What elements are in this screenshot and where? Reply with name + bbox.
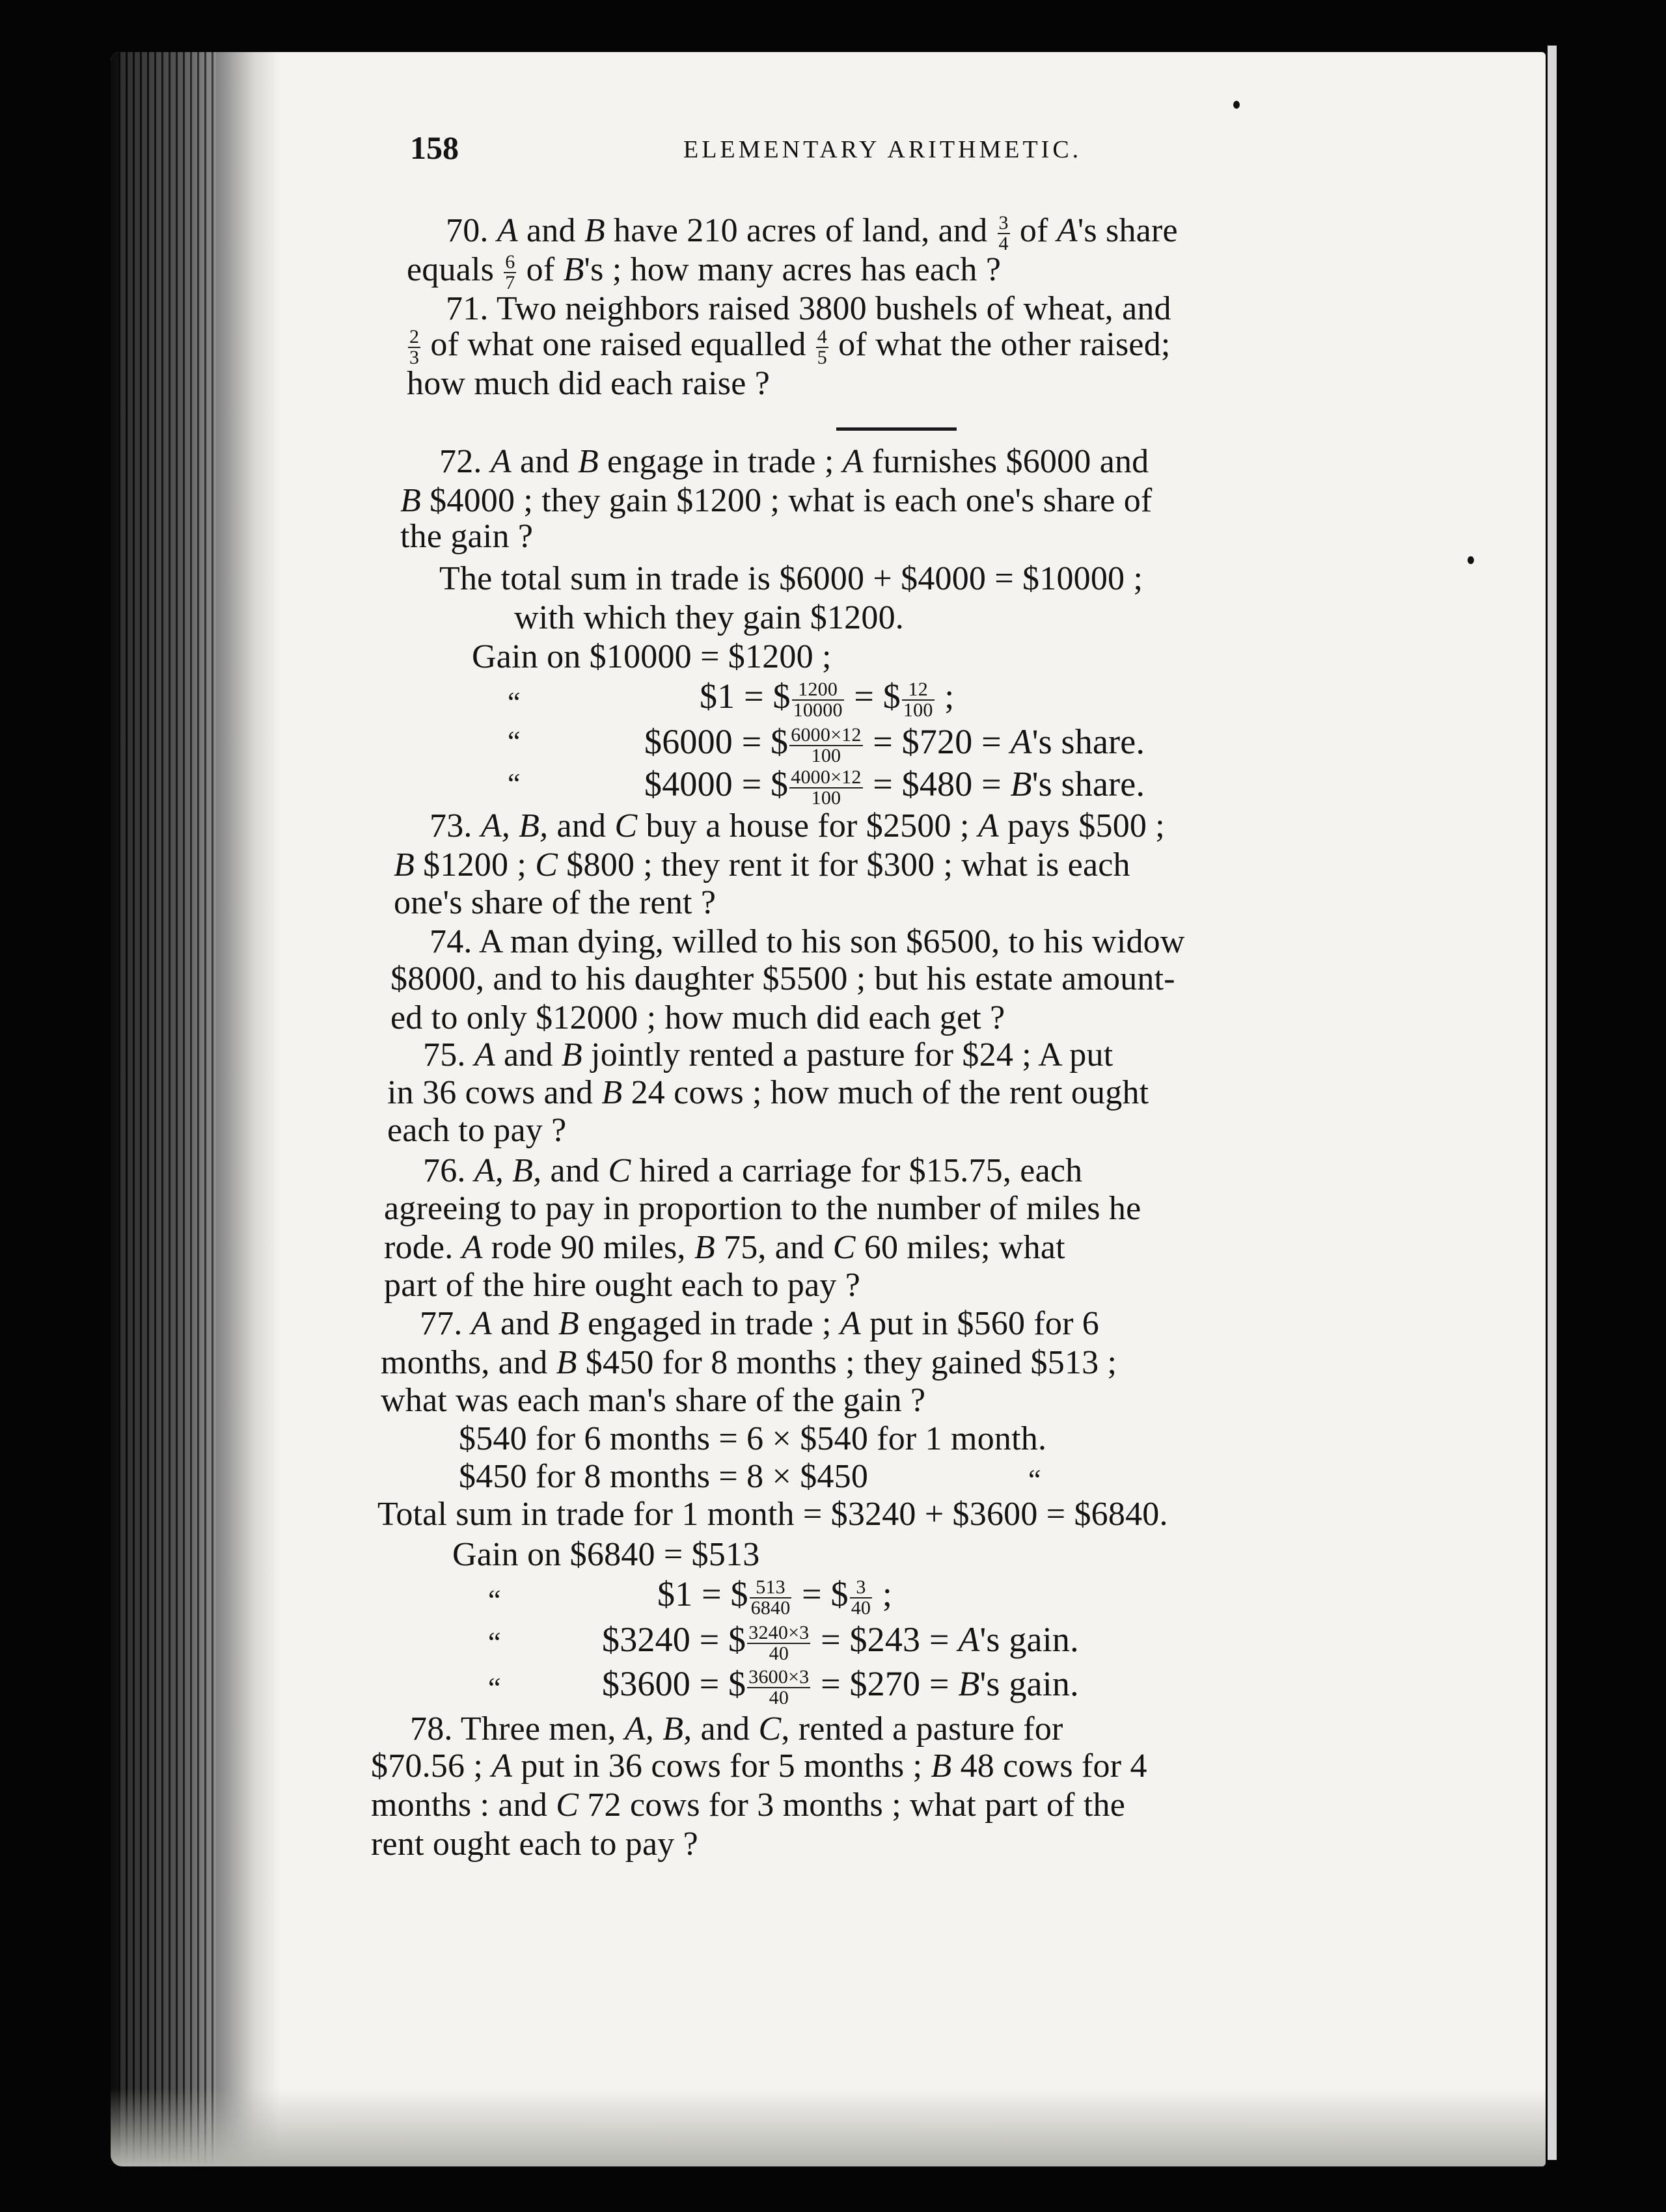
fraction: $\frac{2}{3}$ — [409, 326, 420, 369]
section-rule — [836, 427, 957, 431]
book-page — [111, 52, 1546, 2166]
problem-73-line-1: 73. A, B, and C buy a house for $2500 ; A pays $500 ; — [430, 807, 1165, 844]
problem-75-line-3: each to pay ? — [387, 1112, 567, 1149]
ditto-mark: “ — [508, 768, 521, 800]
problem-71-line-2: $\frac{2}{3}$ of what one raised equalled $\frac{4}{5}$ of what the other raised; — [409, 326, 1171, 369]
problem-78-line-3: months : and C 72 cows for 3 months ; what part of the — [371, 1787, 1126, 1824]
fraction: $\frac{3}{4}$ — [998, 212, 1009, 255]
problem-71-line-3: how much did each raise ? — [407, 365, 771, 402]
ditto-mark: “ — [508, 725, 521, 757]
ditto-mark: “ — [508, 686, 521, 718]
solution-77-line-4: Gain on $6840 = $513 — [452, 1536, 760, 1573]
problem-73-line-3: one's share of the rent ? — [394, 884, 717, 921]
page-edge-right — [1548, 46, 1557, 2160]
solution-72-line-4: $1 = $ $\frac{1200}{10000}$ = $ $\frac{12}{100}$ ; — [700, 677, 955, 721]
problem-78-line-1: 78. Three men, A, B, and C, rented a pasture for — [410, 1710, 1063, 1747]
page-number: 158 — [410, 129, 459, 166]
problem-72-line-2: B $4000 ; they gain $1200 ; what is each one's share of — [400, 482, 1153, 519]
solution-72-line-2: with which they gain $1200. — [514, 599, 904, 636]
solution-77-line-2: $450 for 8 months = 8 × $450 — [459, 1458, 869, 1495]
problem-77-line-2: months, and B $450 for 8 months ; they gained $513 ; — [381, 1344, 1117, 1381]
ditto-mark: “ — [1028, 1464, 1041, 1496]
problem-72-line-1: 72. A and B engage in trade ; A furnishes $6000 and — [439, 443, 1149, 480]
problem-78-line-4: rent ought each to pay ? — [371, 1826, 698, 1863]
solution-72-line-5: $6000 = $ $\frac{6000\times 12}{100}$ = $720 = A's share. — [644, 722, 1145, 766]
problem-73-line-2: B $1200 ; C $800 ; they rent it for $300 ; what is each — [394, 846, 1130, 883]
solution-72-line-3: Gain on $10000 = $1200 ; — [472, 638, 832, 675]
fraction: $\frac{6000\times 12}{100}$ — [791, 723, 862, 766]
problem-71-line-1: 71. Two neighbors raised 3800 bushels of wheat, and — [446, 290, 1171, 327]
ditto-mark: “ — [488, 1672, 501, 1704]
problem-74-line-2: $8000, and to his daughter $5500 ; but his estate amount- — [390, 960, 1175, 997]
solution-77-line-6: $3240 = $ $\frac{3240\times 3}{40}$ = $243 = A's gain. — [602, 1620, 1079, 1664]
fraction: $\frac{12}{100}$ — [903, 678, 933, 721]
problem-78-line-2: $70.56 ; A put in 36 cows for 5 months ; B 48 cows for 4 — [371, 1747, 1147, 1785]
fraction: $\frac{3240\times 3}{40}$ — [748, 1621, 810, 1664]
solution-77-line-5: $1 = $ $\frac{513}{6840}$ = $ $\frac{3}{40}$ ; — [657, 1574, 893, 1619]
fraction: $\frac{3600\times 3}{40}$ — [748, 1666, 810, 1708]
problem-75-line-1: 75. A and B jointly rented a pasture for $24 ; A put — [423, 1036, 1113, 1073]
running-title: ELEMENTARY ARITHMETIC. — [683, 136, 1082, 163]
problem-72-line-3: the gain ? — [400, 518, 534, 555]
page-text — [111, 52, 1546, 2166]
problem-76-line-4: part of the hire ought each to pay ? — [384, 1267, 861, 1304]
fraction: $\frac{4000\times 12}{100}$ — [791, 766, 862, 809]
problem-76-line-2: agreeing to pay in proportion to the number of miles he — [384, 1190, 1141, 1227]
problem-74-line-1: 74. A man dying, willed to his son $6500, to his widow — [430, 923, 1185, 960]
fraction: $\frac{4}{5}$ — [817, 326, 827, 369]
fraction: $\frac{513}{6840}$ — [750, 1576, 791, 1619]
problem-77-line-1: 77. A and B engaged in trade ; A put in $560 for 6 — [420, 1305, 1100, 1342]
problem-76-line-3: rode. A rode 90 miles, B 75, and C 60 miles; what — [384, 1229, 1065, 1266]
problem-77-line-3: what was each man's share of the gain ? — [381, 1382, 926, 1419]
solution-77-line-1: $540 for 6 months = 6 × $540 for 1 month. — [459, 1420, 1047, 1457]
solution-77-line-7: $3600 = $ $\frac{3600\times 3}{40}$ = $270 = B's gain. — [602, 1664, 1079, 1708]
problem-70-line-1: 70. A and B have 210 acres of land, and $\frac{3}{4}$ of A's share — [446, 212, 1178, 255]
problem-70-line-2: equals $\frac{6}{7}$ of B's ; how many acres has each ? — [407, 251, 1002, 294]
problem-76-line-1: 76. A, B, and C hired a carriage for $15.75, each — [423, 1152, 1083, 1189]
problem-74-line-3: ed to only $12000 ; how much did each get ? — [390, 999, 1005, 1036]
fraction: $\frac{1200}{10000}$ — [793, 678, 843, 721]
ditto-mark: “ — [488, 1584, 501, 1616]
ditto-mark: “ — [488, 1626, 501, 1658]
solution-72-line-6: $4000 = $ $\frac{4000\times 12}{100}$ = $480 = B's share. — [644, 764, 1145, 809]
fraction: $\frac{3}{40}$ — [851, 1576, 871, 1619]
problem-75-line-2: in 36 cows and B 24 cows ; how much of the rent ought — [387, 1074, 1149, 1111]
fraction: $\frac{6}{7}$ — [505, 251, 515, 294]
solution-72-line-1: The total sum in trade is $6000 + $4000 = $10000 ; — [439, 560, 1143, 597]
solution-77-line-3: Total sum in trade for 1 month = $3240 + $3600 = $6840. — [377, 1496, 1168, 1533]
